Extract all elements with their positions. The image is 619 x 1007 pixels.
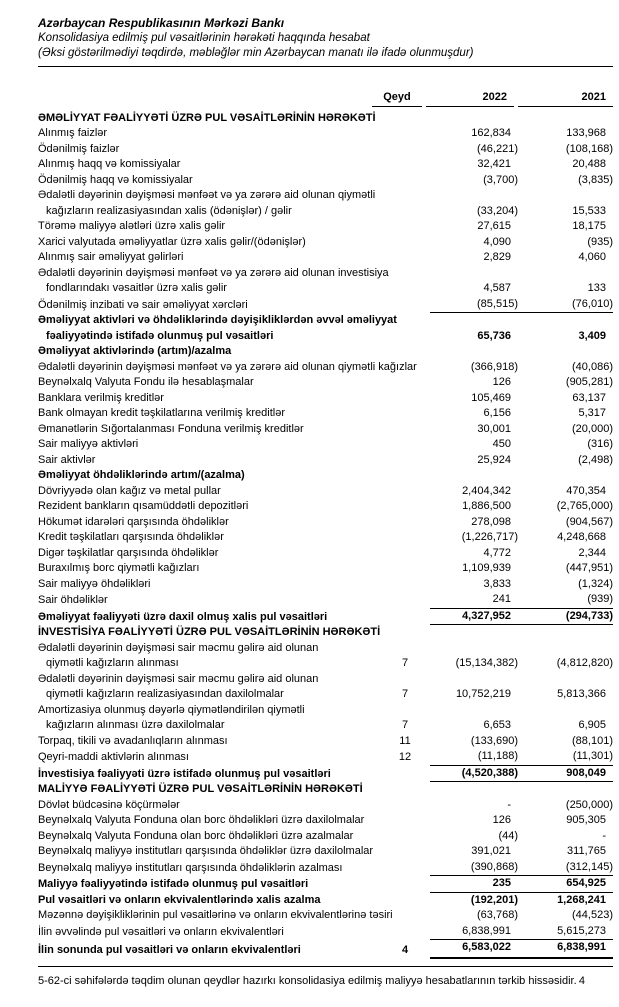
value-2022: 162,834 (471, 127, 511, 139)
value-2022: 1,886,500 (462, 500, 511, 512)
row-label: Alınmış sair əməliyyat gəlirləri (38, 251, 184, 263)
row-label: Maliyyə fəaliyyətində istifadə olunmuş pul vəsaitləri (38, 878, 309, 890)
table-row (38, 515, 613, 531)
row-label: İNVESTİSİYA FƏALİYYƏTİ ÜZRƏ PUL VƏSAİTLƏRİNİN HƏRƏKƏTİ (38, 626, 381, 638)
value-2022: (44) (498, 829, 518, 842)
value-2021: 2,344 (578, 546, 606, 559)
row-label-wrap (38, 375, 430, 391)
row-label: Sair maliyyə aktivləri (38, 438, 139, 450)
row-label: İlin sonunda pul vəsaitləri və onların ekvivalentləri (38, 944, 301, 956)
row-label-wrap (38, 782, 613, 798)
row-label: Əməliyyat fəaliyyəti üzrə daxil olmuş xalis pul vəsaitləri (38, 610, 328, 623)
value-2021: 311,765 (567, 845, 606, 857)
table-row (38, 546, 613, 562)
row-label-wrap (38, 767, 430, 783)
row-label: Alınmış faizlər (38, 127, 108, 139)
row-label-wrap (38, 625, 613, 641)
value-2022: (33,204) (477, 204, 518, 217)
row-label-continued: kağızların realizasiyasından xalis (ödənişlər) / gəlir (46, 204, 292, 217)
row-label: Əməliyyat aktivlərində (artım)/azalma (38, 345, 232, 357)
row-label-wrap (38, 344, 613, 360)
value-2022: - (507, 798, 511, 811)
year-2021-column-header: 2021 (518, 90, 613, 107)
table-row (38, 829, 613, 845)
value-2021: (904,567) (565, 515, 613, 528)
report-title: Konsolidasiya edilmiş pul vəsaitlərinin hərəkəti haqqında hesabat (38, 32, 370, 44)
table-row (38, 499, 613, 515)
row-label: Ədalətli dəyərinin dəyişməsi mənfəət və ya zərərə aid olunan qiymətli kağızlar (38, 360, 417, 373)
table-row (38, 734, 613, 750)
value-2021: (2,498) (578, 453, 613, 466)
value-2022: 391,021 (471, 845, 511, 857)
table-row (38, 592, 613, 609)
value-2021: 6,905 (578, 719, 606, 731)
value-2022: 27,615 (477, 220, 511, 232)
value-2021: (4,812,820) (556, 657, 613, 669)
value-2022: 278,098 (471, 515, 511, 528)
value-2021: 905,305 (566, 814, 606, 826)
table-row (38, 360, 613, 376)
table-row (38, 798, 613, 814)
row-label: Dövlət büdcəsinə köçürmələr (38, 798, 180, 811)
row-label: Beynəlxalq Valyuta Fonduna olan borc öhdəlikləri üzrə daxilolmalar (38, 814, 365, 826)
table-row (38, 437, 613, 453)
value-2022: 241 (430, 592, 518, 609)
row-label-wrap (38, 798, 430, 814)
measurement-note: (Əksi göstərilmədiyi təqdirdə, məbləğlər min Azərbaycan manatı ilə ifadə olunmuşdur) (38, 47, 474, 59)
note-reference: 11 (399, 734, 411, 747)
value-2021: (108,168) (565, 142, 613, 155)
row-label: Ədalətli dəyərinin dəyişməsi sair məcmu gəlirə aid olunan (38, 672, 319, 685)
value-2021: (20,000) (572, 422, 613, 435)
value-2022: 4,587 (483, 282, 511, 294)
row-label: Beynəlxalq maliyyə institutları qarşısında öhdəliklər üzrə daxilolmalar (38, 845, 374, 857)
table-row (38, 940, 613, 959)
value-2021: - (602, 829, 606, 842)
table-row (38, 250, 613, 266)
table-row (38, 453, 613, 469)
table-row (38, 266, 613, 297)
row-label-wrap (38, 266, 430, 297)
section-header-row (38, 782, 613, 798)
value-2021: 654,925 (518, 876, 613, 893)
row-label-continued: fəaliyyətində istifadə olunmuş pul vəsaitləri (46, 329, 274, 342)
value-2022: 10,752,219 (455, 688, 511, 700)
page-footer (38, 966, 613, 988)
table-row (38, 561, 613, 577)
row-label-wrap (38, 813, 430, 829)
row-label: Digər təşkilatlar qarşısında öhdəliklər (38, 546, 219, 559)
row-label-wrap (38, 406, 430, 422)
row-label: ƏMƏLİYYAT FƏALİYYƏTİ ÜZRƏ PUL VƏSAİTLƏRİNİN HƏRƏKƏTİ (38, 111, 376, 124)
row-label-wrap (38, 142, 430, 158)
row-label-wrap (38, 593, 430, 609)
value-2021: (40,086) (572, 360, 613, 373)
row-label: Törəmə maliyyə alətləri üzrə xalis gəlir (38, 220, 226, 232)
note-reference: 4 (401, 944, 409, 956)
row-label: Pul vəsaitləri və onların ekvivalentlərində xalis azalma (38, 893, 321, 906)
row-label-wrap (38, 422, 430, 438)
row-label-wrap (38, 908, 430, 924)
table-row (38, 173, 613, 189)
row-label-wrap (38, 610, 430, 626)
value-2022: (63,768) (477, 909, 518, 921)
row-label-wrap (38, 173, 430, 189)
row-label-wrap (38, 499, 430, 515)
value-2021: 133 (587, 282, 606, 294)
row-label: Ədalətli dəyərinin dəyişməsi mənfəət və ya zərərə aid olunan qiymətli (38, 189, 376, 201)
table-row (38, 908, 613, 924)
row-label: Dövriyyədə olan kağız və metal pullar (38, 484, 221, 497)
row-label: Hökumət idarələri qarşısında öhdəliklər (38, 515, 229, 528)
table-row (38, 766, 613, 783)
year-2022-column-header: 2022 (426, 90, 514, 107)
row-label-wrap (38, 943, 430, 959)
table-row (38, 876, 613, 893)
value-2022: 32,421 (477, 158, 511, 170)
table-row (38, 749, 613, 766)
value-2022: 4,772 (483, 546, 511, 559)
value-2021: (294,733) (518, 609, 613, 626)
row-label: Sair maliyyə öhdəlikləri (38, 577, 151, 590)
row-label-wrap (38, 250, 430, 266)
value-2022: (192,201) (470, 893, 518, 906)
row-label: Rezident bankların qısamüddətli depozitləri (38, 500, 249, 512)
value-2022: 6,838,991 (430, 924, 518, 941)
table-row (38, 126, 613, 142)
value-2022: 6,156 (483, 407, 511, 419)
value-2022: (3,700) (483, 173, 518, 186)
row-label-wrap (38, 468, 613, 484)
row-label-wrap (38, 530, 430, 546)
value-2022: 30,001 (477, 422, 511, 435)
row-label-wrap (38, 703, 430, 734)
value-2021: (3,835) (578, 173, 613, 186)
row-label-wrap (38, 235, 430, 251)
table-row (38, 235, 613, 251)
row-label-continued: qiymətli kağızların realizasiyasından daxilolmalar (46, 688, 284, 700)
value-2021: 1,268,241 (557, 893, 606, 906)
value-2022: 105,469 (471, 391, 511, 404)
value-2021: (44,523) (572, 909, 613, 921)
row-label: Beynəlxalq Valyuta Fondu ilə hesablaşmalar (38, 376, 254, 388)
table-row (38, 893, 613, 909)
row-label: Beynəlxalq maliyyə institutları qarşısında öhdəliklərin azalması (38, 861, 343, 874)
row-label-wrap (38, 546, 430, 562)
row-label-wrap (38, 877, 430, 893)
value-2021: (250,000) (565, 798, 613, 811)
row-label: MALİYYƏ FƏALİYYƏTİ ÜZRƏ PUL VƏSAİTLƏRİNİN HƏRƏKƏTİ (38, 783, 363, 795)
footer-note: 5-62-ci səhifələrdə təqdim olunan qeydlər hazırkı konsolidasiya edilmiş maliyyə hesabatlarının tərkib hissəsidir. (38, 975, 577, 987)
row-label: Ödənilmiş faizlər (38, 142, 120, 155)
value-2022: (366,918) (470, 360, 518, 373)
row-label-continued: kağızların alınması üzrə daxilolmalar (46, 719, 225, 731)
value-2022: 126 (492, 814, 511, 826)
row-label-wrap (38, 577, 430, 593)
row-label-continued: qiymətli kağızların alınması (46, 657, 179, 669)
row-label: Beynəlxalq Valyuta Fonduna olan borc öhdəlikləri üzrə azalmalar (38, 829, 354, 842)
row-label: Buraxılmış borc qiymətli kağızları (38, 562, 200, 574)
value-2021: (905,281) (565, 376, 613, 388)
value-2021: 908,049 (518, 766, 613, 783)
value-2022: 3,833 (483, 577, 511, 590)
value-2021: 470,354 (566, 484, 606, 497)
document-header (38, 16, 613, 67)
table-row (38, 422, 613, 438)
value-2021: (312,145) (518, 860, 613, 877)
table-row (38, 406, 613, 422)
value-2021: 5,813,366 (557, 688, 606, 700)
row-label-wrap (38, 515, 430, 531)
row-label-wrap (38, 219, 430, 235)
value-2021: (88,101) (572, 734, 613, 747)
note-column-header: Qeyd (372, 90, 422, 107)
value-2021: (11,301) (518, 749, 613, 766)
page-number: 4 (578, 975, 585, 987)
note-reference: 7 (401, 688, 409, 700)
row-label-wrap (38, 844, 430, 860)
value-2021: 4,248,668 (557, 531, 606, 543)
value-2022: (85,515) (430, 297, 518, 314)
row-label: Ödənilmiş inzibati və sair əməliyyat xərcləri (38, 298, 248, 311)
value-2022: (15,134,382) (455, 657, 518, 669)
value-2022: (390,868) (430, 860, 518, 877)
value-2021: 20,488 (572, 158, 606, 170)
value-2021: 63,137 (572, 391, 606, 404)
table-row (38, 577, 613, 593)
table-row (38, 530, 613, 546)
value-2021: (447,951) (565, 562, 613, 574)
value-2022: 4,327,952 (430, 609, 518, 626)
section-header-row (38, 111, 613, 127)
table-row (38, 391, 613, 407)
value-2022: 2,829 (483, 251, 511, 263)
value-2021: 15,533 (572, 204, 606, 217)
row-label: Amortizasiya olunmuş dəyərlə qiymətləndirilən qiymətli (38, 703, 305, 716)
row-label-wrap (38, 111, 613, 127)
table-row (38, 297, 613, 314)
subsection-header-row (38, 344, 613, 360)
value-2021: 4,060 (578, 251, 606, 263)
row-label: Sair öhdəliklər (38, 594, 108, 606)
table-row (38, 844, 613, 860)
table-row (38, 157, 613, 173)
table-row (38, 703, 613, 734)
row-label-wrap (38, 672, 430, 703)
row-label-wrap (38, 893, 430, 909)
row-label: İnvestisiya fəaliyyəti üzrə istifadə olunmuş pul vəsaitləri (38, 767, 331, 780)
table-row (38, 313, 613, 344)
value-2021: (76,010) (518, 297, 613, 314)
row-label-wrap (38, 561, 430, 577)
value-2022: 6,653 (483, 719, 511, 731)
table-row (38, 813, 613, 829)
row-label-wrap (38, 734, 430, 750)
table-row (38, 219, 613, 235)
table-row (38, 924, 613, 941)
value-2022: 2,404,342 (462, 484, 511, 497)
value-2021: 5,317 (578, 407, 606, 419)
table-row (38, 672, 613, 703)
row-label: Torpaq, tikili və avadanlıqların alınması (38, 734, 228, 747)
row-label-wrap (38, 750, 430, 766)
row-label: Kredit təşkilatları qarşısında öhdəliklər (38, 531, 224, 543)
value-2022: 450 (492, 438, 511, 450)
value-2022: 235 (430, 876, 518, 893)
column-header-row (38, 90, 613, 107)
value-2021: (939) (518, 592, 613, 609)
row-label-wrap (38, 925, 430, 941)
row-label-wrap (38, 126, 430, 142)
value-2021: 6,838,991 (518, 940, 613, 959)
value-2021: (1,324) (578, 577, 613, 590)
table-row (38, 375, 613, 391)
row-label: Alınmış haqq və komissiyalar (38, 158, 181, 170)
note-reference: 7 (401, 657, 409, 669)
row-label-wrap (38, 188, 430, 219)
subsection-header-row (38, 468, 613, 484)
value-2022: 25,924 (477, 453, 511, 466)
table-row (38, 641, 613, 672)
table-row (38, 860, 613, 877)
row-label: Ədalətli dəyərinin dəyişməsi sair məcmu gəlirə aid olunan (38, 641, 319, 654)
value-2021: 133,968 (566, 127, 606, 139)
table-row (38, 484, 613, 500)
value-2022: 126 (492, 376, 511, 388)
row-label-wrap (38, 391, 430, 407)
note-reference: 7 (401, 719, 409, 731)
row-label-wrap (38, 641, 430, 672)
row-label-wrap (38, 157, 430, 173)
row-label: Məzənnə dəyişikliklərinin pul vəsaitlərinə və onların ekvivalentlərinə təsiri (38, 909, 393, 921)
value-2022: (4,520,388) (430, 766, 518, 783)
value-2021: (316) (587, 438, 613, 450)
statement-page (38, 16, 613, 959)
row-label-wrap (38, 484, 430, 500)
row-label: Ödənilmiş haqq və komissiyalar (38, 173, 193, 186)
note-reference: 12 (398, 751, 412, 763)
row-label-wrap (38, 313, 430, 344)
value-2021: (2,765,000) (556, 500, 613, 512)
row-label-continued: fondlarındakı vəsaitlər üzrə xalis gəlir (46, 282, 227, 294)
row-label: Bank olmayan kredit təşkilatlarına verilmiş kreditlər (38, 407, 285, 419)
row-label: Ədalətli dəyərinin dəyişməsi mənfəət və ya zərərə aid olunan investisiya (38, 266, 389, 279)
value-2021: 3,409 (578, 329, 606, 342)
table-row (38, 142, 613, 158)
value-2021: 18,175 (572, 220, 606, 232)
value-2022: 65,736 (477, 329, 511, 342)
table-row (38, 188, 613, 219)
value-2022: (133,690) (470, 734, 518, 747)
row-label: Xarici valyutada əməliyyatlar üzrə xalis gəlir/(ödənişlər) (38, 235, 306, 248)
row-label: Əməliyyat aktivləri və öhdəliklərində dəyişikliklərdən əvvəl əməliyyat (38, 314, 397, 326)
table-row (38, 609, 613, 626)
bank-name: Azərbaycan Respublikasının Mərkəzi Bankı (38, 16, 285, 30)
row-label-wrap (38, 453, 430, 469)
row-label: Qeyri-maddi aktivlərin alınması (38, 751, 189, 763)
row-label: Banklara verilmiş kreditlər (38, 391, 164, 404)
row-label-wrap (38, 298, 430, 314)
value-2022: 6,583,022 (430, 940, 518, 959)
row-label: Əmanətlərin Sığortalanması Fonduna verilmiş kreditlər (38, 422, 304, 435)
row-label-wrap (38, 829, 430, 845)
value-2021: 5,615,273 (518, 924, 613, 941)
section-header-row (38, 625, 613, 641)
value-2022: (1,226,717) (461, 531, 518, 543)
row-label-wrap (38, 861, 430, 877)
value-2022: 1,109,939 (462, 562, 511, 574)
value-2022: (46,221) (477, 142, 518, 155)
value-2022: (11,188) (430, 749, 518, 766)
row-label-wrap (38, 437, 430, 453)
row-label-wrap (38, 360, 430, 376)
statement-rows (38, 111, 613, 959)
value-2022: 4,090 (483, 235, 511, 248)
row-label: Əməliyyat öhdəliklərində artım/(azalma) (38, 469, 245, 481)
row-label: Sair aktivlər (38, 453, 96, 466)
row-label: İlin əvvəlində pul vəsaitləri və onların ekvivalentləri (38, 925, 284, 938)
value-2021: (935) (587, 235, 613, 248)
